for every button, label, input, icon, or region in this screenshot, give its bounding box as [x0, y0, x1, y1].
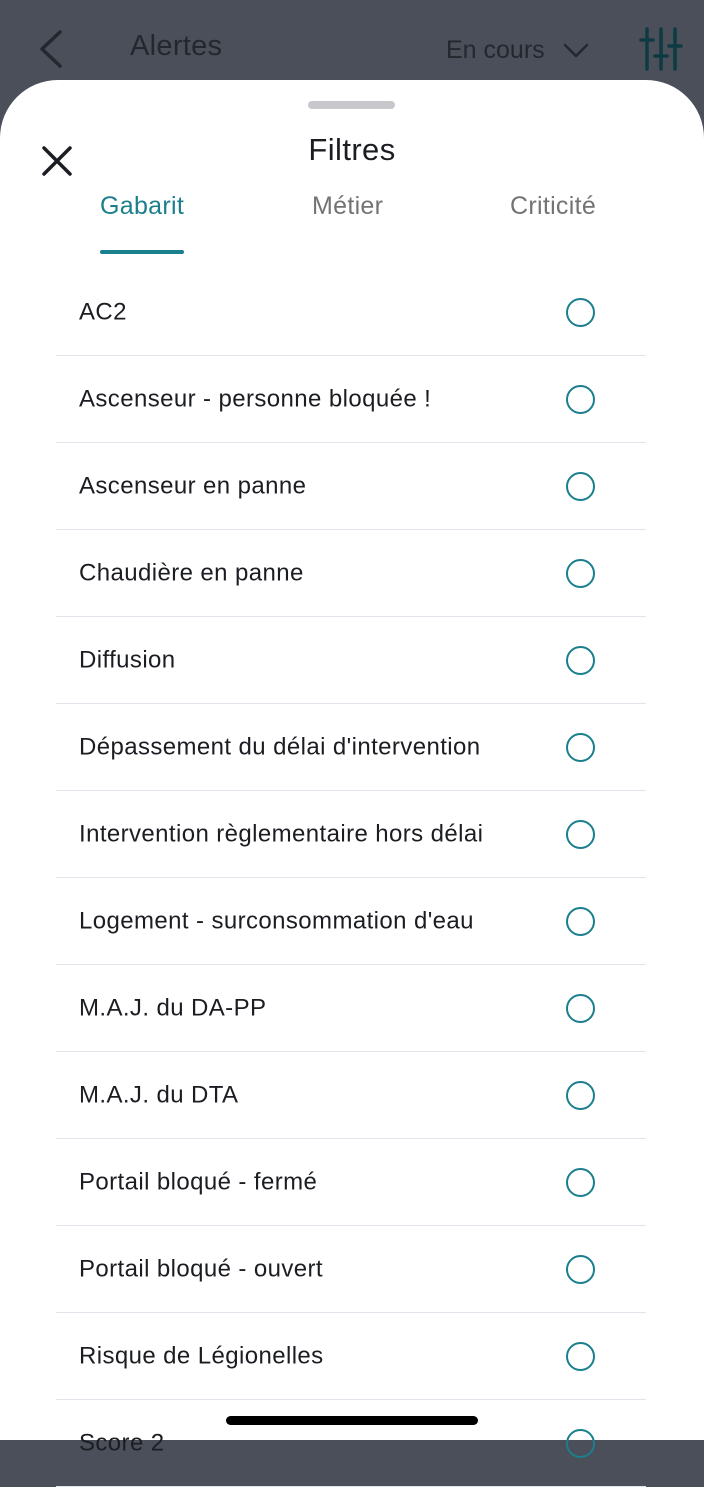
home-indicator: [226, 1416, 478, 1425]
sheet-title: Filtres: [308, 132, 396, 167]
radio-button[interactable]: [566, 1168, 595, 1197]
status-dropdown[interactable]: En cours: [446, 36, 545, 64]
tab-label: Métier: [312, 192, 384, 220]
radio-button[interactable]: [566, 1255, 595, 1284]
list-item-label: Dépassement du délai d'intervention: [79, 733, 481, 761]
list-item[interactable]: [56, 269, 646, 356]
list-item-label: Intervention règlementaire hors délai: [79, 820, 484, 848]
list-item[interactable]: [56, 356, 646, 443]
list-item-label: Portail bloqué - ouvert: [79, 1255, 323, 1283]
radio-button[interactable]: [566, 385, 595, 414]
active-tab-indicator: [100, 250, 184, 254]
list-item[interactable]: [56, 1139, 646, 1226]
tab-gabarit[interactable]: [100, 192, 184, 254]
back-arrow-icon[interactable]: [36, 28, 66, 70]
list-item[interactable]: [56, 1226, 646, 1313]
filter-sliders-icon[interactable]: [640, 26, 682, 72]
tab-metier[interactable]: [312, 192, 383, 254]
list-item-label: Portail bloqué - fermé: [79, 1168, 318, 1196]
list-item[interactable]: [56, 704, 646, 791]
list-item[interactable]: [56, 1400, 646, 1487]
list-item-label: M.A.J. du DTA: [79, 1081, 239, 1109]
radio-button[interactable]: [566, 1081, 595, 1110]
sheet-grabber[interactable]: [308, 101, 395, 109]
tab-criticite[interactable]: [510, 192, 596, 254]
list-item[interactable]: [56, 878, 646, 965]
list-item[interactable]: [56, 443, 646, 530]
chevron-down-icon[interactable]: [562, 42, 590, 60]
list-item-label: Score 2: [79, 1429, 165, 1457]
list-item-label: Diffusion: [79, 646, 176, 674]
list-item[interactable]: [56, 617, 646, 704]
list-item-label: Ascenseur - personne bloquée !: [79, 385, 432, 413]
list-item[interactable]: [56, 1313, 646, 1400]
radio-button[interactable]: [566, 733, 595, 762]
list-item-label: Logement - surconsommation d'eau: [79, 907, 474, 935]
radio-button[interactable]: [566, 646, 595, 675]
list-item-label: Risque de Légionelles: [79, 1342, 324, 1370]
page-title: Alertes: [130, 30, 223, 62]
tab-label: Criticité: [510, 192, 597, 220]
radio-button[interactable]: [566, 820, 595, 849]
radio-button[interactable]: [566, 907, 595, 936]
filter-tabs: [0, 192, 704, 256]
radio-button[interactable]: [566, 1429, 595, 1458]
list-item-label: Ascenseur en panne: [79, 472, 307, 500]
list-item-label: M.A.J. du DA-PP: [79, 994, 267, 1022]
radio-button[interactable]: [566, 559, 595, 588]
radio-button[interactable]: [566, 1342, 595, 1371]
radio-button[interactable]: [566, 994, 595, 1023]
radio-button[interactable]: [566, 472, 595, 501]
filters-sheet: [0, 80, 704, 1457]
list-item[interactable]: [56, 530, 646, 617]
list-item-label: Chaudière en panne: [79, 559, 304, 587]
tab-label: Gabarit: [100, 192, 185, 220]
filter-options-list: [56, 269, 646, 1487]
list-item[interactable]: [56, 1052, 646, 1139]
list-item[interactable]: [56, 791, 646, 878]
list-item[interactable]: [56, 965, 646, 1052]
radio-button[interactable]: [566, 298, 595, 327]
list-item-label: AC2: [79, 298, 127, 326]
